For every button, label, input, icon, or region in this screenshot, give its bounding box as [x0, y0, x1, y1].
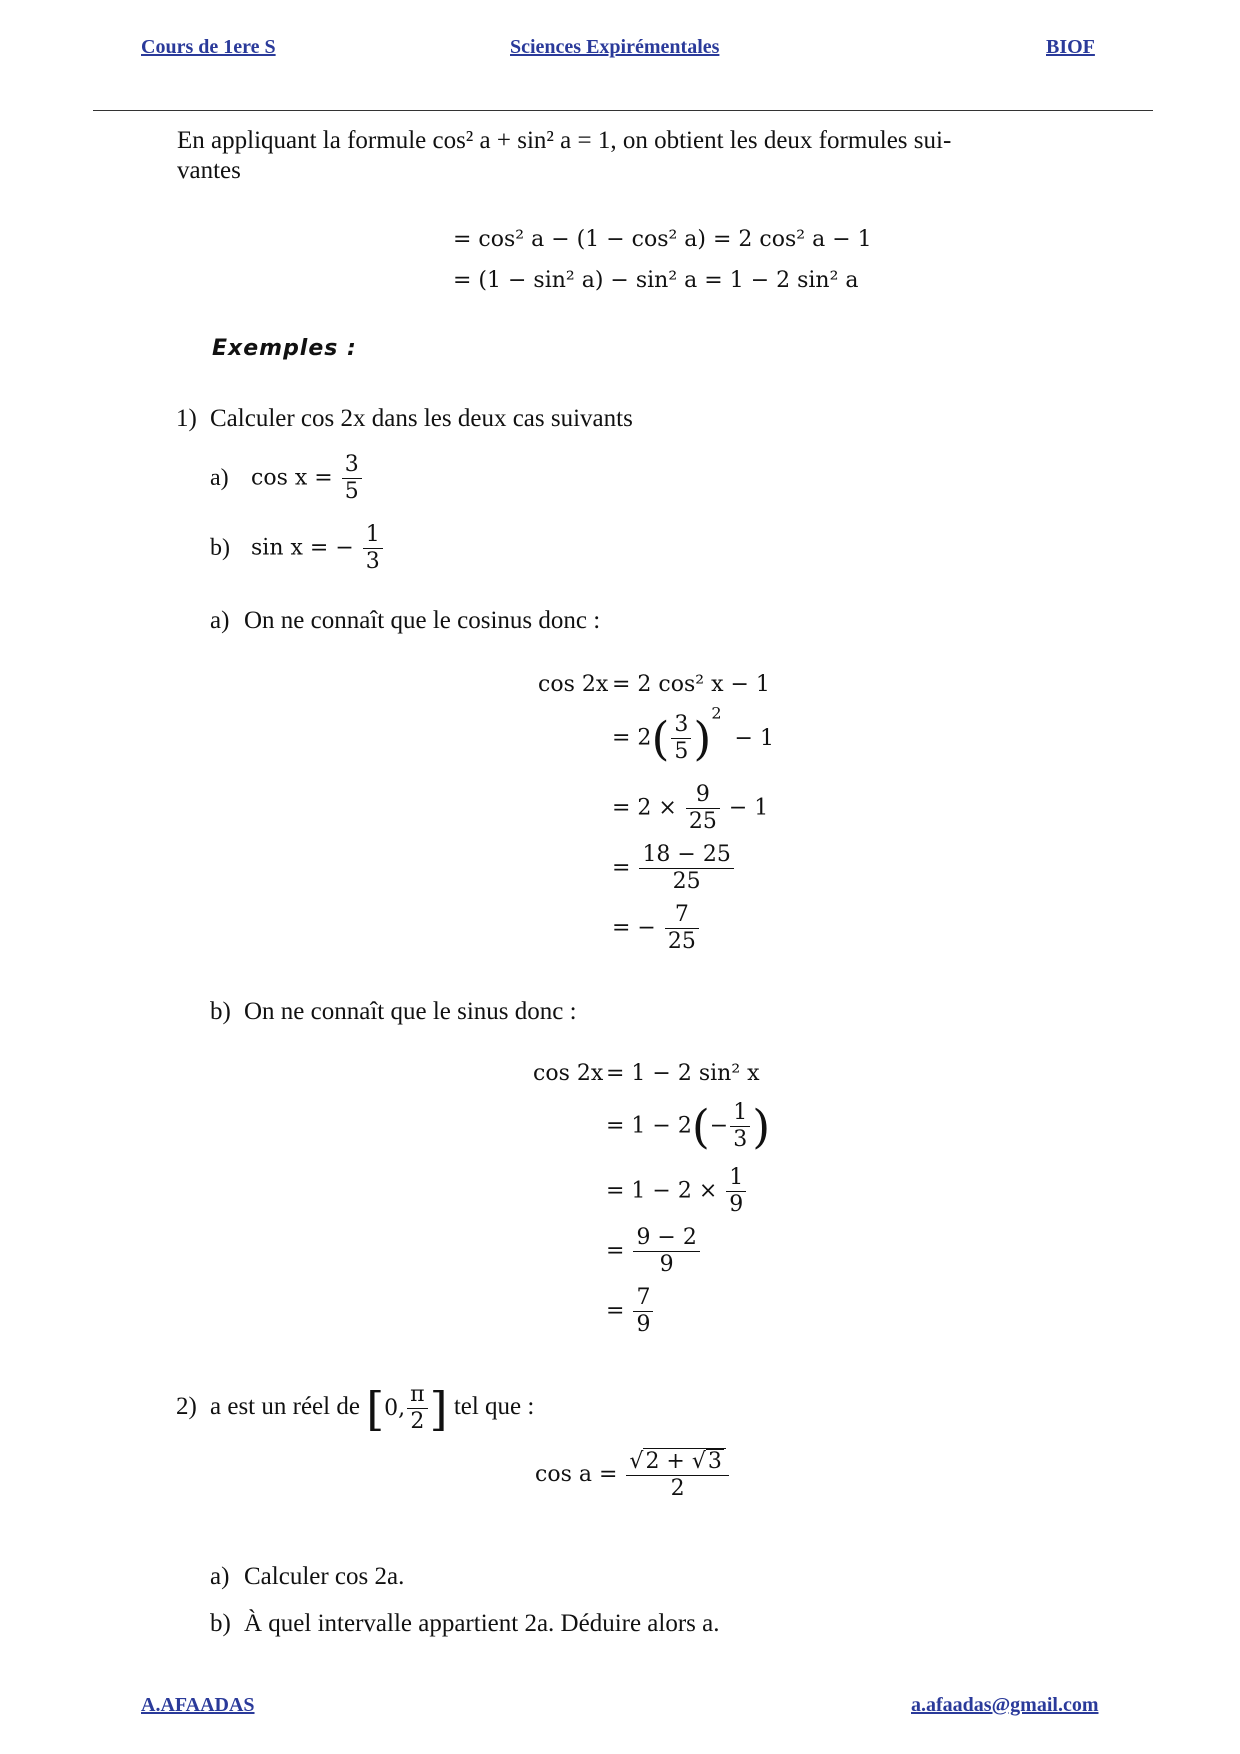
sol-b-line-4: [606, 1225, 702, 1278]
sol-b-line-5-num: 7: [633, 1285, 653, 1312]
examples-heading: Exemples :: [212, 336, 357, 361]
right-paren-icon: ): [693, 711, 712, 766]
sol-a-line-3-den: 25: [688, 809, 717, 834]
ex2-eq-numerator: √2 + √3: [626, 1448, 728, 1476]
sol-b-line-5-pre: =: [606, 1298, 625, 1324]
ex2-q-b-label: b): [210, 1610, 231, 1637]
ex1-sol-b-label: b): [210, 998, 231, 1025]
sol-b-line-3: [606, 1165, 748, 1218]
footer-email[interactable]: a.afaadas@gmail.com: [911, 1694, 1099, 1716]
sol-b-line-4-pre: =: [606, 1238, 625, 1264]
header-divider: [93, 110, 1153, 111]
ex2-interval-left: 0,: [384, 1395, 406, 1421]
sol-a-line-4-pre: =: [612, 855, 631, 881]
header-track[interactable]: BIOF: [1046, 36, 1095, 58]
sol-b-line-5-den: 9: [636, 1312, 651, 1337]
ex2-prompt: [176, 1382, 534, 1435]
sol-b-line-5-fraction: [633, 1285, 653, 1338]
sol-a-line-3-pre: = 2 ×: [612, 795, 677, 821]
ex2-eq-den: 2: [670, 1476, 685, 1501]
ex1-sol-a-text: On ne connaît que le cosinus donc :: [244, 607, 601, 634]
ex2-sqrt-outer: 2 + √3: [643, 1448, 725, 1474]
sol-b-line-2-fraction: [730, 1100, 750, 1153]
header-course[interactable]: Cours de 1ere S: [141, 36, 276, 58]
ex2-equation: [535, 1448, 731, 1502]
sol-b-line-4-num: 9 − 2: [633, 1225, 699, 1252]
ex2-number: 2): [176, 1393, 197, 1421]
ex2-eq-fraction: [626, 1448, 728, 1502]
ex1-case-b-den: 3: [365, 549, 380, 574]
sol-a-line-4-num: 18 − 25: [639, 842, 733, 869]
sol-a-line-5-pre: = −: [612, 915, 656, 941]
ex1-case-a-den: 5: [344, 479, 359, 504]
sol-b-line-2: [606, 1100, 770, 1153]
sol-a-line-3-post: − 1: [728, 795, 769, 821]
ex2-interval: [366, 1381, 448, 1436]
intro-line-2: vantes: [177, 157, 241, 184]
sol-a-line-5: [612, 902, 701, 955]
sol-a-line-1-rhs: = 2 cos² x − 1: [612, 672, 770, 697]
sol-a-line-4-fraction: [639, 842, 733, 895]
sol-a-line-2-pre: = 2: [612, 725, 652, 751]
ex2-q-a-label: a): [210, 1563, 230, 1590]
sol-b-line-2-inner: −: [709, 1113, 729, 1139]
ex1-case-b-lhs: sin x = −: [251, 535, 354, 561]
ex1-case-a: [210, 452, 364, 505]
ex2-question-b: [210, 1609, 720, 1639]
sol-a-line-2-fraction: [671, 712, 691, 765]
sol-a-line-2-post: − 1: [734, 725, 774, 751]
sol-a-line-2-den: 5: [674, 739, 689, 764]
ex1-prompt: [176, 404, 633, 434]
ex1-solution-b-intro: [210, 997, 577, 1027]
sol-b-line-3-num: 1: [726, 1165, 746, 1192]
ex2-interval-den: 2: [410, 1409, 425, 1434]
sol-b-line-2-num: 1: [730, 1100, 750, 1127]
sol-b-line-3-fraction: [726, 1165, 746, 1218]
sol-a-line-3: [612, 782, 768, 835]
ex1-case-a-num: 3: [342, 452, 362, 479]
ex2-prompt-pre: a est un réel de: [210, 1393, 360, 1421]
sol-b-line-1-rhs: = 1 − 2 sin² x: [606, 1061, 760, 1086]
ex2-eq-num-outer: 2 +: [645, 1449, 685, 1474]
ex2-prompt-post: tel que :: [453, 1393, 535, 1421]
sol-a-line-5-num: 7: [665, 902, 699, 929]
left-paren-icon: (: [691, 1099, 710, 1154]
ex2-q-b-text: À quel intervalle appartient 2a. Déduire alors a.: [244, 1610, 720, 1637]
ex2-eq-num-inner: 3: [707, 1449, 722, 1474]
ex2-interval-fraction: [407, 1382, 427, 1435]
footer-author[interactable]: A.AFAADAS: [141, 1694, 255, 1716]
derived-formula-2: = (1 − sin² a) − sin² a = 1 − 2 sin² a: [453, 268, 859, 293]
intro-line-1: En appliquant la formule cos² a + sin² a = 1, on obtient les deux formules sui-: [177, 127, 952, 154]
sol-a-line-5-fraction: [665, 902, 699, 955]
sol-b-line-4-den: 9: [659, 1252, 674, 1277]
sol-a-line-3-fraction: [686, 782, 720, 835]
sol-a-line-4: [612, 842, 736, 895]
sol-a-line-2-num: 3: [671, 712, 691, 739]
ex1-case-b-label: b): [210, 534, 230, 561]
sol-a-line-1-lhs: cos 2x: [538, 672, 609, 697]
ex1-sol-a-label: a): [210, 607, 230, 634]
sol-a-line-2: [612, 703, 774, 766]
sol-b-line-2-pre: = 1 − 2: [606, 1113, 692, 1139]
left-paren-icon: (: [651, 711, 670, 766]
ex2-q-a-text: Calculer cos 2a.: [244, 1563, 405, 1590]
sol-b-line-4-fraction: [633, 1225, 699, 1278]
ex2-question-a: [210, 1562, 404, 1592]
sol-b-line-3-pre: = 1 − 2 ×: [606, 1178, 718, 1204]
sol-b-line-2-den: 3: [733, 1127, 748, 1152]
ex1-case-a-lhs: cos x =: [251, 465, 333, 491]
ex1-case-a-label: a): [210, 464, 229, 491]
sol-a-line-4-den: 25: [672, 869, 701, 894]
sol-b-line-3-den: 9: [729, 1192, 744, 1217]
sol-a-line-5-den: 25: [667, 929, 696, 954]
ex2-interval-num: π: [407, 1382, 427, 1409]
sol-b-line-1-lhs: cos 2x: [533, 1061, 604, 1086]
sol-b-line-5: [606, 1285, 655, 1338]
ex1-sol-b-text: On ne connaît que le sinus donc :: [244, 998, 577, 1025]
header-section[interactable]: Sciences Expirémentales: [510, 36, 720, 58]
sol-a-line-3-num: 9: [686, 782, 720, 809]
ex1-number: 1): [176, 405, 197, 432]
sol-a-line-2-exp: 2: [711, 703, 722, 723]
derived-formula-1: = cos² a − (1 − cos² a) = 2 cos² a − 1: [453, 227, 872, 252]
ex1-case-b: [210, 522, 385, 575]
ex1-prompt-text: Calculer cos 2x dans les deux cas suivants: [210, 405, 633, 432]
ex1-case-b-fraction: [363, 522, 383, 575]
left-bracket-icon: [: [366, 1381, 385, 1436]
right-bracket-icon: ]: [429, 1381, 448, 1436]
ex1-case-a-fraction: [342, 452, 362, 505]
right-paren-icon: ): [752, 1099, 771, 1154]
ex1-solution-a-intro: [210, 606, 600, 636]
ex2-eq-lhs: cos a =: [535, 1462, 618, 1487]
ex1-case-b-num: 1: [363, 522, 383, 549]
